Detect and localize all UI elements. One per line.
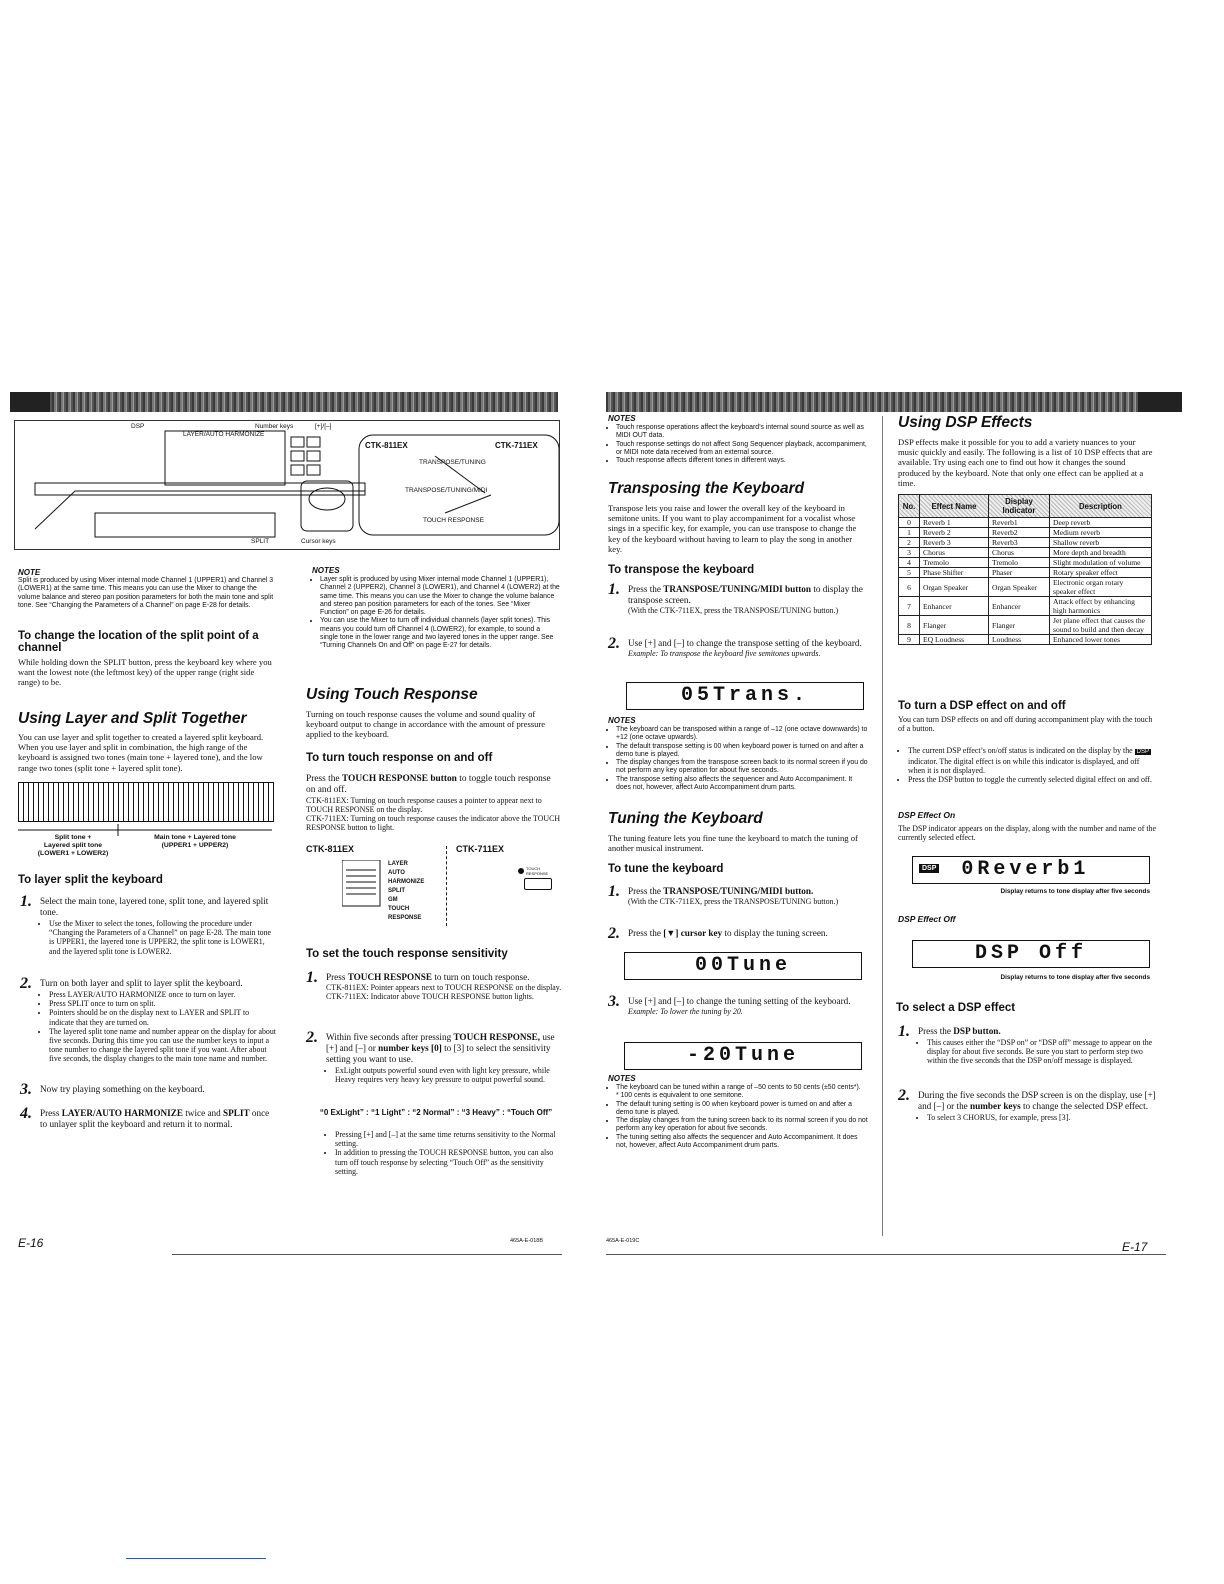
tr-bullet-pressing: • Pressing [+] and [–] at the same time returns sensitivity to the Normal setting. [335,1130,562,1148]
diagram-model-711: CTK-711EX [495,441,538,450]
tuning-title: Tuning the Keyboard [608,810,763,827]
left-note [18,568,274,610]
left-header-band [10,392,558,412]
right-header-band [606,392,1182,412]
tn-step-3 [608,993,866,1016]
range-left-2: Layered split tone [43,842,103,849]
diagram-label-transpose-tuning: TRANSPOSE/TUNING [419,459,486,466]
ls-step-4-b: LAYER/AUTO HARMONIZE [61,1108,183,1118]
ls-step-1-num: 1. [20,893,32,910]
ls-step-1-b1: • Use the Mixer to select the tones, following the procedure under “Changing the Parameters of a Channel” on page E-28. The main tone is UPPER1, the layered tone is UPPER2, the split tone is LOWER1, and the layered split tone is LOWER2. [49,919,276,956]
tr-step-2-b1: • ExLight outputs powerful sound even with light key pressure, while Heavy requires very heavy key pressure to output powerful sound. [335,1066,562,1084]
mr-note-1: • Touch response operations affect the keyboard’s internal sound source as well as MIDI OUT data. [616,424,868,441]
tn-step-1-a: Press the [628,886,664,896]
tn-notes-heading: NOTES [608,1074,636,1083]
dsp-step-2-b: number keys [970,1101,1021,1111]
ls-step-2-b4: • The layered split tone name and number appear on the display for about five seconds. During this time you can use the number keys to input a tone number to change the layered split tone if you want. After about five seconds, the display changes to the main tone name and number. [49,1027,276,1064]
tp-step-1-b: TRANSPOSE/TUNING/MIDI button [663,584,812,594]
tn-step-1-b: TRANSPOSE/TUNING/MIDI button. [663,886,814,896]
tp-note-2: • The default transpose setting is 00 when keyboard power is turned on and after a demo tune is played. [616,743,868,760]
split-point-text: While holding down the SPLIT button, press the keyboard key where you want the lowest note (the leftmost key) of the upper range (right side range) to be. [18,657,272,688]
cell: Phase Shifter [920,568,989,578]
cell: Chorus [989,548,1050,558]
touch-onoff-a: Press the [306,773,342,784]
page-number-left: E-16 [18,1236,44,1250]
tr-step-1-b: TOUCH RESPONSE [347,972,433,982]
cell: Flanger [989,616,1050,635]
dsp-b1-a: The current DSP effect’s on/off status is indicated on the display by the [908,745,1135,755]
touch-text: Turning on touch response causes the volume and sound quality of keyboard output to change in accordance with the amount of pressure applied to the keyboard. [306,709,546,740]
tp-note-3: • The display changes from the transpose screen back to its normal screen if you do not perform any key operation for about five seconds. [616,759,868,776]
mr-note-3: • Touch response affects different tones in different ways. [616,457,868,465]
touch-notes [608,414,868,465]
cell: Reverb 2 [920,528,989,538]
tr-step-2-num: 2. [306,1029,318,1046]
table-row [899,616,1152,635]
dsp-off-caption: Display returns to tone display after five seconds [1000,974,1150,981]
touch-onoff-text [306,774,562,796]
ls-step-2-num: 2. [20,975,32,992]
cell: 6 [899,578,920,597]
dsp-step-2-num: 2. [898,1087,910,1104]
tp-notes-heading: NOTES [608,716,636,725]
transpose-text: Transpose lets you raise and lower the overall key of the keyboard in semitone units. If you want to play accompaniment for a vocalist whose sings in a specific key, for example, you can use transpose to change the key of the keyboard without having to learn to play the song in another key. [608,503,857,554]
layer-split-notes [312,566,560,651]
dsp-section [898,414,1156,488]
cell: Attack effect by enhancing high harmonics [1050,597,1152,616]
touch-panel-illustration [306,844,562,928]
ls-step-3-num: 3. [20,1081,32,1098]
range-label-left [28,834,118,858]
lbl-harm: HARMONIZE [388,879,425,885]
note-text: Split is produced by using Mixer internal mode Channel 1 (UPPER1) and Channel 3 (LOWER1) at the same time. This means you can use the Mixer to change the volume balance and stereo pan position parameters for both the main tone and split tone. See “Changing the Parameters of a Channel” on page E-28 for details. [18,577,274,609]
staff-icon [342,860,382,908]
cell: Phaser [989,568,1050,578]
diagram-label-dsp: DSP [131,423,145,430]
lbl-layer: LAYER [388,861,408,867]
cell: 1 [899,528,920,538]
dsp-step-1-b1: • This causes either the “DSP on” or “DSP off” message to appear on the display for about five seconds. Be sure you start to perform step two within the five seconds that the DSP on/off message is displayed. [927,1038,1156,1066]
tr-step-1-c: to turn on touch response. [432,972,530,982]
table-row [899,528,1152,538]
tp-step-1-c: to display the transpose screen. [628,584,863,605]
tn-step-3-text: Use [+] and [–] to change the tuning setting of the keyboard. [628,996,851,1006]
tn-note-1-sub: * 100 cents is equivalent to one semitone. [616,1092,744,1100]
keyboard-outline [15,421,559,549]
tn-note-2: • The default tuning setting is 00 when keyboard power is turned on and after a demo tune is played. [616,1101,868,1118]
tn-note-4: • The tuning setting also affects the sequencer and Auto Accompaniment. It does not, however, affect Auto Accompaniment drum parts. [616,1134,868,1151]
dsp-step-1 [898,1023,1156,1066]
diagram-label-number-keys: Number keys [255,423,294,430]
tp-step-2-text: Use [+] and [–] to change the transpose setting of the keyboard. [628,638,862,648]
diagram-label-plus-minus: [+]/[–] [315,423,332,430]
cell: Reverb1 [989,518,1050,528]
tr-step-1-a: Press [326,972,348,982]
cell: 9 [899,635,920,645]
lbl-split: SPLIT [388,888,406,894]
dsp-step-1-num: 1. [898,1023,910,1040]
layer-split-steps-heading: To layer split the keyboard [18,874,163,886]
dsp-lcd-tag: DSP [919,864,939,873]
tn-step-2-a: Press the [628,928,664,938]
tn-note-1-text: The keyboard can be tuned within a range of –50 cents to 50 cents (±50 cents*). [616,1084,861,1091]
table-row [899,558,1152,568]
tr-bullet-addition: • In addition to pressing the TOUCH RESPONSE button, you can also turn off touch response by selecting “Touch Off” as the sensitivity setting. [335,1148,562,1176]
tn-step-2-num: 2. [608,925,620,942]
ls-step-4-c: twice and [182,1108,224,1118]
tn-step-1 [608,883,866,906]
tn-note-1 [616,1084,868,1101]
layer-split-text: You can use layer and split together to created a layered split keyboard. When you use layer and split in combination, the high range of the keyboard is assigned two tones (main tone + layered tone), and the low range two tones (split tone + layered split tone). [18,732,264,773]
cell: 3 [899,548,920,558]
right-header-cap [1138,392,1182,412]
table-row [899,597,1152,616]
dsp-off-heading: DSP Effect Off [898,914,956,924]
tp-step-1-a: Press the [628,584,664,594]
tn-step-2-c: to display the tuning screen. [722,928,828,938]
dsp-on-heading: DSP Effect On [898,810,956,820]
dsp-bullet-2: • Press the DSP button to toggle the currently selected digital effect on and off. [908,775,1156,784]
diagram-label-split: SPLIT [251,538,270,545]
dsp-indicator-icon: DSP [1136,748,1150,755]
cell: Tremolo [989,558,1050,568]
touch-panel-711: CTK-711EX [456,844,505,854]
ls-step-4-a: Press [40,1108,62,1118]
dsp-step-1-text [918,1026,1156,1037]
split-point-heading: To change the location of the split point of a channel [18,630,259,654]
cell: Reverb3 [989,538,1050,548]
ls-step-4-d: SPLIT [223,1108,250,1118]
dsp-title: Using DSP Effects [898,414,1033,431]
table-row [899,518,1152,528]
transpose-lcd: 05Trans. [626,682,864,710]
dsp-th-indicator: Display Indicator [989,495,1050,518]
cell: Tremolo [920,558,989,568]
mr-notes-heading: NOTES [608,414,636,423]
dsp-step-2-c: to change the selected DSP effect. [1020,1101,1148,1111]
dsp-effects-table [898,494,1152,645]
tp-step-1-sub: (With the CTK-711EX, press the TRANSPOSE/TUNING button.) [628,606,839,615]
table-row [899,635,1152,645]
ls-step-4-e: once to unlayer split the keyboard and return it to normal. [40,1108,270,1129]
dsp-onoff-text: You can turn DSP effects on and off during accompaniment play with the touch of a button. [898,715,1153,734]
ls-step-2-text: Turn on both layer and split to layer split the keyboard. [40,978,243,988]
page-number-right: E-17 [1122,1240,1148,1254]
dsp-select-heading: To select a DSP effect [896,1002,1016,1014]
cell: Reverb 1 [920,518,989,528]
cell: 0 [899,518,920,528]
ls-step-3 [20,1081,276,1098]
dsp-step-2 [898,1087,1156,1122]
dsp-table-header [899,495,1152,518]
cell: Medium reverb [1050,528,1152,538]
tuning-lcd-1: 00Tune [624,952,862,980]
dsp-step-2-text [918,1090,1156,1112]
lbl-resp: RESPONSE [388,915,422,921]
touch-onoff-c: to toggle touch response on and off. [306,773,551,795]
cell: Electronic organ rotary speaker effect [1050,578,1152,597]
footer-code-right: 465A-E-019C [606,1238,640,1244]
cell: Reverb2 [989,528,1050,538]
dsp-off-lcd: DSP Off [912,940,1150,968]
cell: Chorus [920,548,989,558]
cell: Rotary speaker effect [1050,568,1152,578]
tp-step-1 [608,581,866,615]
touch-response-section [306,686,562,832]
transpose-heading: To transpose the keyboard [608,564,755,577]
range-label-right [130,834,260,850]
layer-split-section [18,710,276,773]
tuning-lcd-2: -20Tune [624,1042,862,1070]
cell: Jet plane effect that causes the sound to build and then decay [1050,616,1152,635]
dsp-step-1-a: Press the [918,1026,954,1036]
lbl-touch: TOUCH [388,906,410,912]
dsp-step-2-a: During the five seconds the DSP screen is on the display, use [+] and [–] or the [918,1090,1156,1111]
cell: Slight modulation of volume [1050,558,1152,568]
range-right-1: Main tone + Layered tone [154,834,236,841]
dsp-step-2-b1: • To select 3 CHORUS, for example, press [3]. [927,1113,1156,1122]
dsp-on-text: The DSP indicator appears on the display, along with the number and name of the currently selected effect. [898,824,1156,843]
tuning-notes [608,1074,868,1150]
cell: 8 [899,616,920,635]
keyboard-diagram [14,420,560,550]
ls-step-2 [20,975,276,1064]
tp-step-1-text [628,584,866,606]
tr-step-2-d: number keys [0] [378,1043,442,1053]
touch-onoff-heading: To turn touch response on and off [306,751,493,764]
cell: 7 [899,597,920,616]
ls-step-2-b2: • Press SPLIT once to turn on split. [49,999,276,1008]
tr-step-2-a: Within five seconds after pressing [326,1032,454,1042]
tp-step-2-num: 2. [608,635,620,652]
touch-bullets [326,1130,562,1176]
tn-step-1-num: 1. [608,883,620,900]
tr-step-2-c: use [+] and [–] or [326,1032,555,1053]
tr-step-1-811: CTK-811EX: Pointer appears next to TOUCH RESPONSE on the display. [326,983,562,992]
cell: Flanger [920,616,989,635]
dsp-text: DSP effects make it possible for you to add a variety nuances to your music quickly and easily. The following is a list of 10 DSP effects that are available. Try using each one to find out how it changes the sound produced by the keyboard. Note that only one effect can be applied at a time. [898,437,1153,488]
column-divider [882,416,883,1236]
tr-step-2-e: to [3] to select the sensitivity setting you want to use. [326,1043,551,1064]
dsp-step-1-b: DSP button. [953,1026,1001,1036]
tr-step-1-num: 1. [306,969,318,986]
tn-note-3: • The display changes from the tuning screen back to its normal screen if you do not perform any key operation for about five seconds. [616,1117,868,1134]
ls-step-1 [20,893,276,956]
tp-step-2-ex: Example: To transpose the keyboard five semitones upwards. [628,649,821,658]
transpose-section [608,480,866,576]
tn-step-3-num: 3. [608,993,620,1010]
mid-note-2: • You can use the Mixer to turn off individual channels (layer split tones). This means you could turn off Channel 4 (LOWER2), for example, to sound a single tone in the lower range and two layered tones in the upper range. See “Turning Channels On and Off” on page E-27 for details. [320,617,560,650]
touch-button-icon [524,878,552,890]
dsp-onoff-heading: To turn a DSP effect on and off [898,700,1066,712]
diagram-label-cursor: Cursor keys [301,538,336,545]
touch-panel-811: CTK-811EX [306,844,355,854]
range-left-3: (LOWER1 + LOWER2) [37,850,109,857]
ls-step-3-text: Now try playing something on the keyboard. [40,1084,205,1094]
mid-notes-heading: NOTES [312,566,340,575]
diagram-label-layer: LAYER/AUTO HARMONIZE [183,431,265,438]
ls-step-4 [20,1105,276,1130]
dsp-th-no: No. [899,495,920,518]
sens-heading: To set the touch response sensitivity [306,948,508,960]
tr-step-1-711: CTK-711EX: Indicator above TOUCH RESPONSE button lights. [326,992,534,1002]
touch-panel-labels [388,860,424,923]
ls-step-1-text: Select the main tone, layered tone, split tone, and layered split tone. [40,896,269,917]
touch-onoff-811: CTK-811EX: Turning on touch response causes a pointer to appear next to TOUCH RESPONSE on the display. [306,795,542,814]
tr-step-1 [306,969,562,1002]
tuning-section [608,810,866,875]
cell: 2 [899,538,920,548]
range-left-1: Split tone + [54,834,92,841]
cell: Reverb 3 [920,538,989,548]
diagram-model-811: CTK-811EX [365,441,408,450]
transpose-notes [608,716,868,792]
ls-step-2-b1: • Press LAYER/AUTO HARMONIZE once to turn on layer. [49,990,276,999]
touch-onoff-711: CTK-711EX: Turning on touch response causes the indicator above the TOUCH RESPONSE button to light. [306,814,561,833]
tp-note-4: • The transpose setting also affects the sequencer and Auto Accompaniment. It does not, however, affect Auto Accompaniment drum parts. [616,776,868,793]
tn-step-2 [608,925,866,942]
bottom-rule-left [172,1254,562,1255]
diagram-label-transpose-midi: TRANSPOSE/TUNING/MIDI [405,487,488,494]
cell: Enhancer [989,597,1050,616]
cell: Enhanced lower tones [1050,635,1152,645]
cell: Organ Speaker [989,578,1050,597]
touch-onoff-b: TOUCH RESPONSE button [341,773,457,784]
layered-keyboard-illustration [18,782,274,822]
divider-dotted [446,846,447,926]
dsp-on-caption: Display returns to tone display after five seconds [1000,888,1150,895]
bottom-rule-right [606,1254,1166,1255]
left-header-cap [10,392,50,412]
table-row [899,548,1152,558]
touch-button-label: TOUCH RESPONSE [526,866,549,876]
tp-step-1-num: 1. [608,581,620,598]
dsp-onoff-section [898,700,1156,785]
split-point-section [18,630,274,688]
bottom-link-line [126,1558,266,1559]
table-row [899,568,1152,578]
cell: More depth and breadth [1050,548,1152,558]
tn-step-1-text [628,886,866,897]
tn-step-1-sub: (With the CTK-711EX, press the TRANSPOSE/TUNING button.) [628,897,839,906]
tuning-text: The tuning feature lets you fine tune the keyboard to match the tuning of another musical instrument. [608,833,858,854]
note-heading: NOTE [18,568,41,577]
dsp-lcd-on-text: 0Reverb1 [961,858,1090,881]
ls-step-4-num: 4. [20,1105,32,1122]
cell: Enhancer [920,597,989,616]
dsp-th-name: Effect Name [920,495,989,518]
dsp-bullet-1 [908,746,1156,776]
transpose-title: Transposing the Keyboard [608,480,805,497]
lbl-gm: GM [388,897,398,903]
touch-indicator-icon [518,868,524,874]
mid-note-1: • Layer split is produced by using Mixer internal mode Channel 1 (UPPER1), Channel 2 (UPPER2), Channel 3 (LOWER1), and Channel 4 (LOWER2) at the same time. This means you can use the Mixer to change the volume balance and stereo pan position parameters for each of the tones. See “Mixer Function” on page E-26 for details. [320,576,560,617]
tn-step-3-ex: Example: To lower the tuning by 20. [628,1007,743,1016]
mr-note-2: • Touch response settings do not affect Song Sequencer playback, accompaniment, or MIDI note data received from an external source. [616,441,868,458]
cell: Organ Speaker [920,578,989,597]
tr-step-2 [306,1029,562,1085]
tr-step-2-text [326,1032,562,1065]
tp-note-1: • The keyboard can be transposed within a range of –12 (one octave downwards) to +12 (one octave upwards). [616,726,868,743]
diagram-label-touch: TOUCH RESPONSE [423,517,484,524]
dsp-on-lcd [912,856,1150,884]
dsp-th-desc: Description [1050,495,1152,518]
cell: 5 [899,568,920,578]
table-row [899,578,1152,597]
cell: 4 [899,558,920,568]
sensitivity-settings: “0 ExLight” : “1 Light” : “2 Normal” : “3 Heavy” : “Touch Off” [319,1108,553,1117]
cell: EQ Loudness [920,635,989,645]
tuning-heading: To tune the keyboard [608,863,724,876]
lbl-auto: AUTO [388,870,405,876]
range-right-2: (UPPER1 + UPPER2) [161,842,229,849]
cell: Shallow reverb [1050,538,1152,548]
cell: Loudness [989,635,1050,645]
cell: Deep reverb [1050,518,1152,528]
touch-title: Using Touch Response [306,686,478,703]
dsp-b1-b: indicator. The digital effect is on while this indicator is displayed, and off when it is not displayed. [908,757,1140,776]
tn-step-2-b: [▼] cursor key [663,928,723,938]
tp-step-2 [608,635,866,658]
ls-step-2-b3: • Pointers should be on the display next to LAYER and SPLIT to indicate that they are turned on. [49,1008,276,1026]
tr-step-2-b: TOUCH RESPONSE, [453,1032,541,1042]
footer-code-left: 465A-E-018B [510,1238,544,1244]
tr-step-1-text [326,972,562,983]
table-row [899,538,1152,548]
layer-split-title: Using Layer and Split Together [18,710,247,727]
